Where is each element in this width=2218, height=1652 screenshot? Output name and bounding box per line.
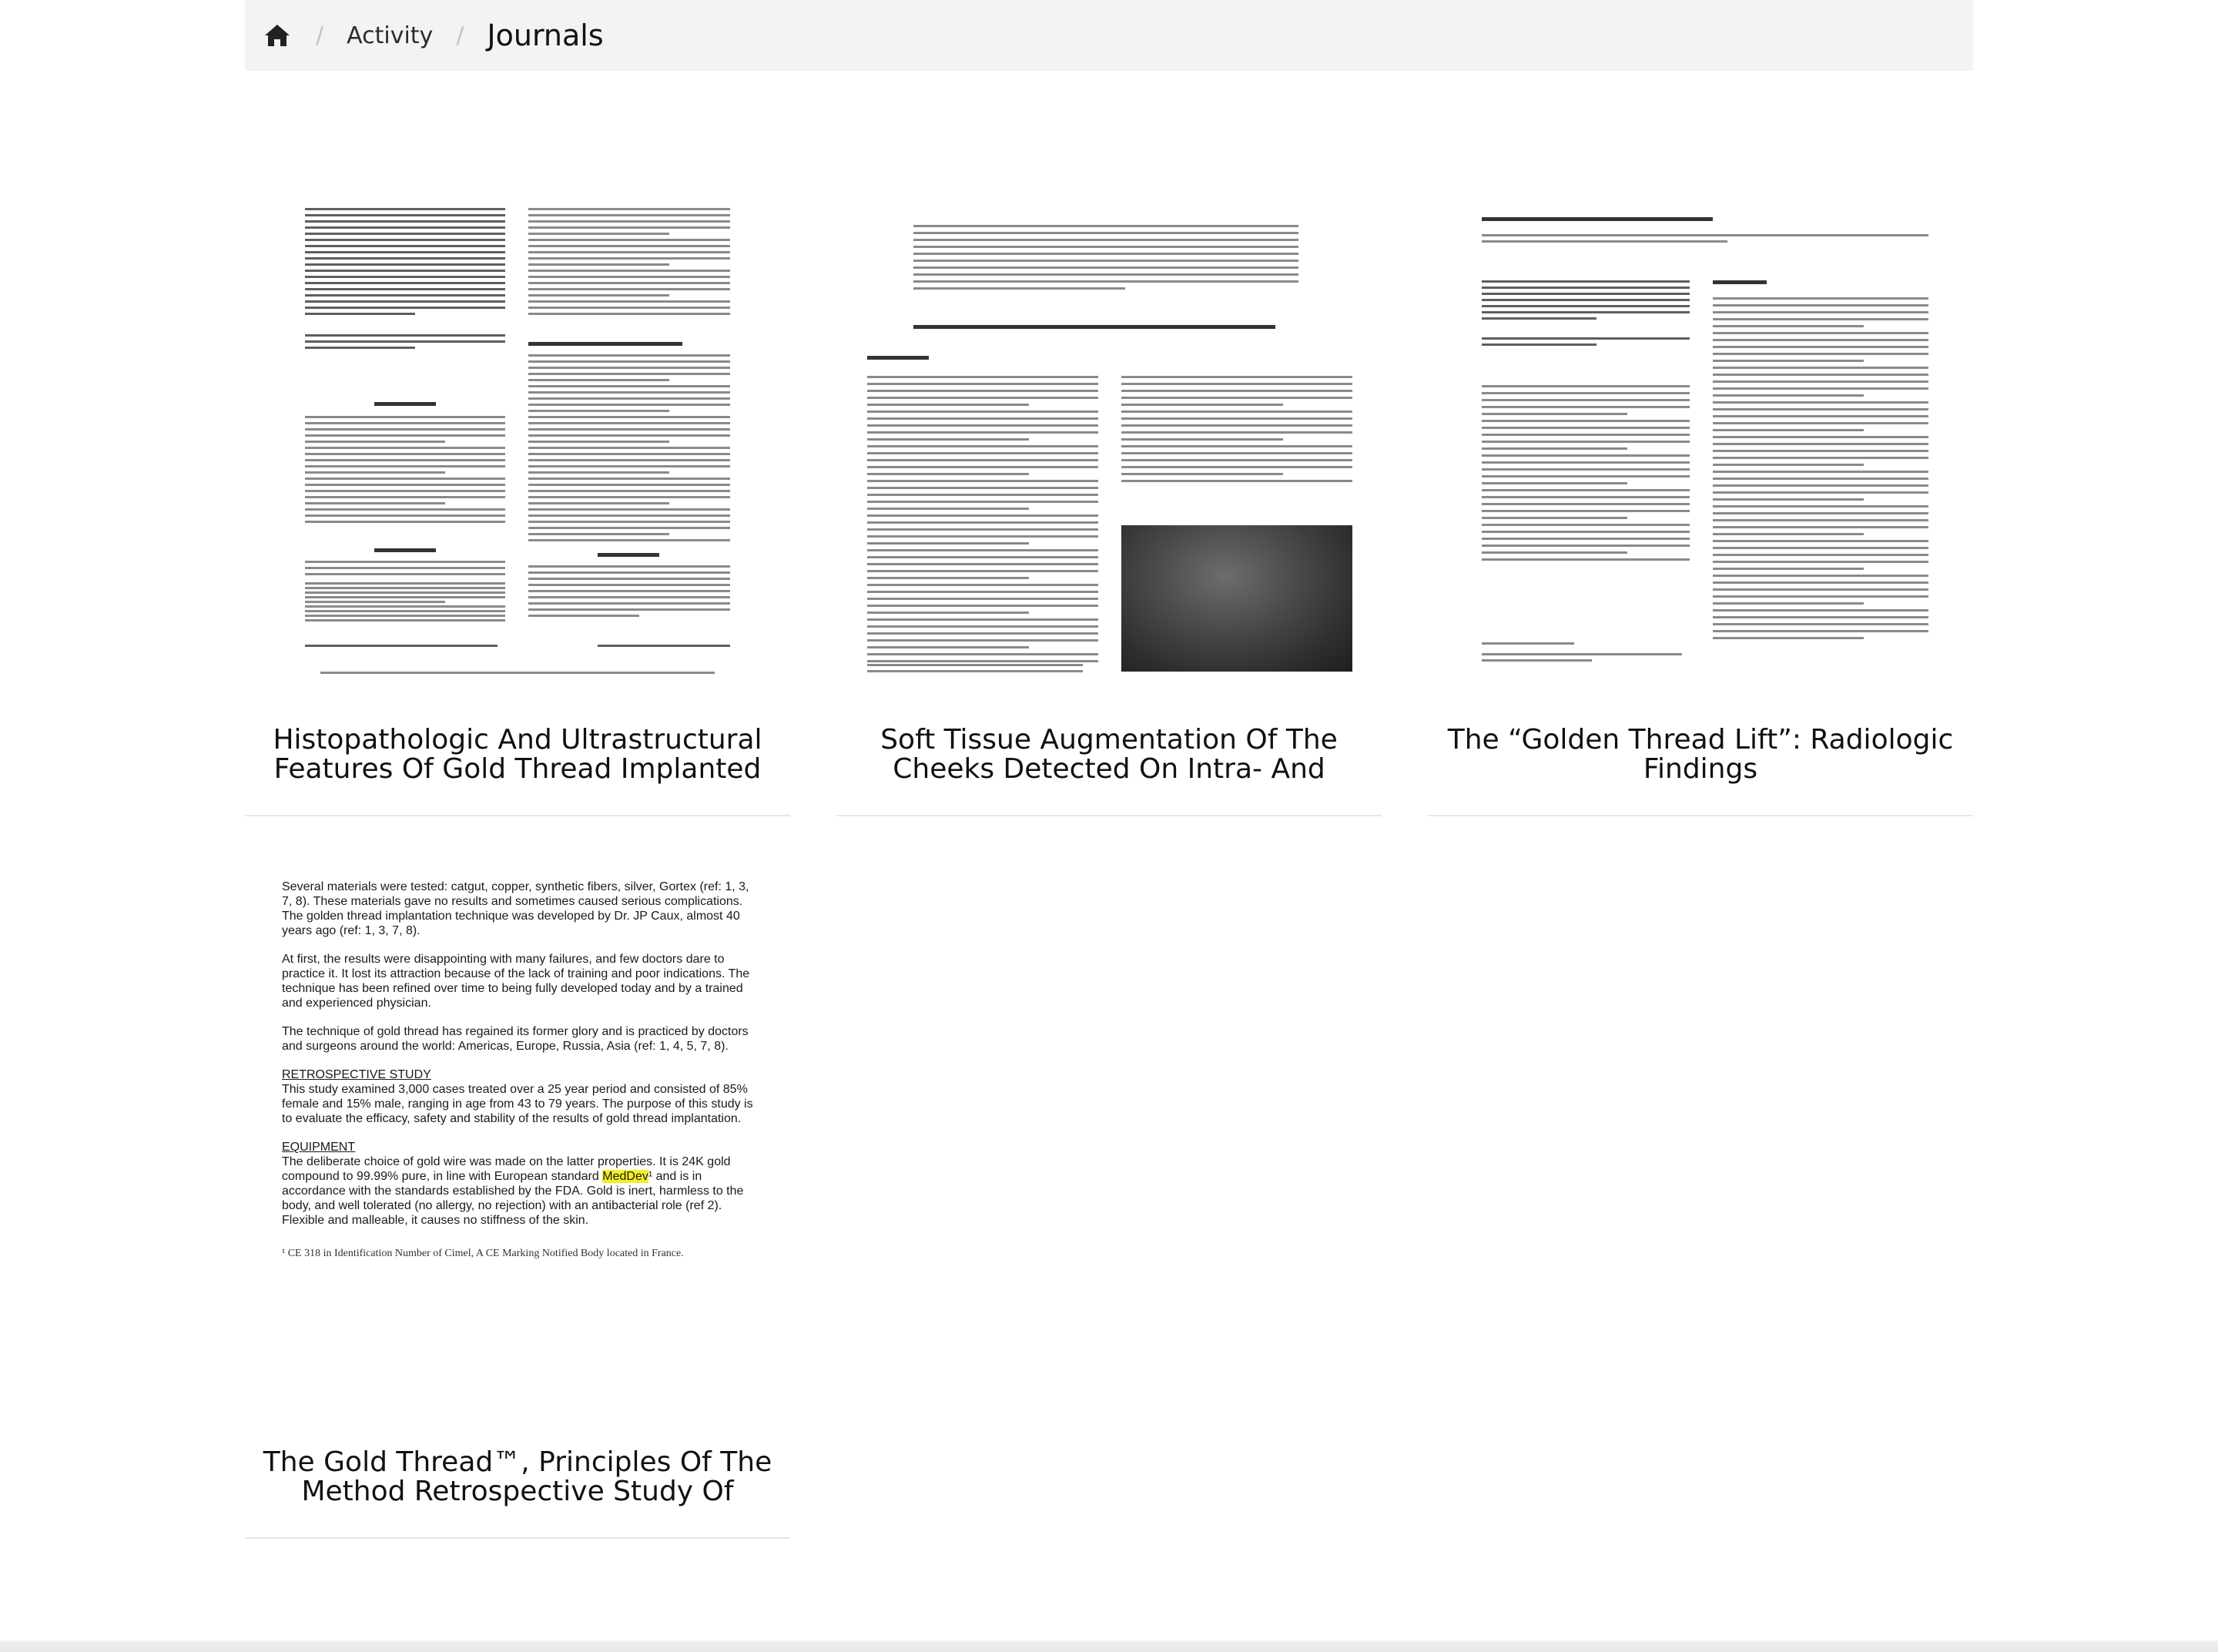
breadcrumb-activity[interactable]: Activity	[347, 22, 434, 49]
paper-text-line	[1482, 305, 1690, 307]
paper-text-line	[867, 459, 1098, 461]
paper-text-line	[913, 266, 1298, 269]
footnote-text: ¹ CE 318 in Identification Number of Cimel, A CE Marking Notified Body located in France.	[282, 1248, 684, 1259]
doc-heading: RETROSPECTIVE STUDY	[282, 1068, 431, 1081]
paper-text-line	[1482, 545, 1690, 547]
journal-title: Histopathologic And Ultrastructural Features Of Gold Thread Implanted	[273, 725, 762, 784]
journal-card[interactable]	[1428, 71, 1973, 816]
journal-card[interactable]	[836, 71, 1382, 816]
paper-photo	[1121, 525, 1352, 672]
paper-text-line	[867, 431, 1098, 434]
paper-text-line	[1713, 547, 1928, 549]
paper-page-2	[867, 202, 1352, 683]
journal-title: Soft Tissue Augmentation Of The Cheeks Detected On Intra- And	[880, 725, 1338, 784]
paper-text-line	[867, 410, 1098, 413]
breadcrumb-journals: Journals	[487, 18, 604, 52]
paper-text-line	[1482, 420, 1690, 422]
paper-text-line	[1482, 427, 1690, 429]
paper-text-line	[1482, 642, 1574, 645]
paper-text-line	[1713, 297, 1928, 300]
highlighted-text: MedDev	[602, 1170, 648, 1183]
paper-text-line	[1121, 424, 1352, 427]
doc-paragraph: This study examined 3,000 cases treated over a 25 year period and consisted of 85% female and 15% male, ranging in age from 43 to 79 years. The purpose of this study is to evaluate the efficacy, safety and stability of the results of gold thread implantation.	[282, 1083, 753, 1125]
paper-heading-line	[1482, 217, 1713, 221]
paper-text-line	[867, 452, 1098, 454]
breadcrumb-home[interactable]	[262, 20, 293, 51]
paper-text-line	[867, 514, 1098, 517]
paper-text-line	[1713, 505, 1928, 508]
paper-text-line	[867, 664, 1083, 666]
paper-text-line	[867, 528, 1098, 531]
paper-text-line	[1482, 468, 1690, 471]
paper-text-line	[867, 508, 1029, 510]
paper-text-line	[1482, 496, 1690, 498]
paper-text-line	[1713, 436, 1928, 438]
paper-text-line	[1482, 475, 1690, 478]
paper-text-line	[1713, 595, 1928, 598]
paper-text-line	[1713, 464, 1864, 466]
doc-footnote	[282, 1242, 759, 1261]
paper-text-line	[1482, 413, 1627, 415]
paper-text-line	[1482, 551, 1627, 554]
paper-text-line	[1713, 498, 1864, 501]
paper-text-line	[913, 280, 1298, 283]
paper-text-line	[1713, 332, 1928, 334]
paper-text-line	[913, 287, 1125, 290]
paper-text-line	[867, 625, 1098, 628]
paper-text-line	[867, 383, 1098, 385]
paper-text-line	[867, 556, 1098, 558]
paper-heading-line	[913, 325, 1275, 329]
paper-text-line	[913, 253, 1298, 255]
paper-text-line	[1121, 459, 1352, 461]
paper-text-line	[1713, 568, 1864, 570]
paper-heading-line	[1713, 280, 1767, 284]
paper-text-line	[1713, 346, 1928, 348]
paper-text-line	[1713, 602, 1864, 605]
paper-text-line	[1482, 510, 1690, 512]
paper-text-line	[913, 225, 1298, 227]
paper-text-line	[867, 404, 1029, 406]
paper-text-line	[867, 549, 1098, 551]
paper-text-line	[1713, 443, 1928, 445]
paper-text-line	[867, 563, 1098, 565]
paper-text-line	[1713, 540, 1928, 542]
journal-thumbnail	[836, 202, 1382, 687]
paper-text-line	[867, 570, 1098, 572]
paper-text-line	[867, 653, 1098, 655]
doc-paragraph: Several materials were tested: catgut, copper, synthetic fibers, silver, Gortex (ref: 1, 3, 7, 8). These materials gave no results and sometimes caused serious complications. The golden thread implantation technique was developed by Dr. JP Caux, almost 40 years ago (ref: 1, 3, 7, 8).	[282, 880, 749, 937]
paper-text-line	[913, 260, 1298, 262]
paper-text-line	[1121, 438, 1283, 441]
paper-text-line	[1121, 480, 1352, 482]
paper-text-line	[1713, 360, 1864, 362]
paper-text-line	[913, 273, 1298, 276]
paper-text-line	[867, 632, 1098, 635]
paper-text-line	[1121, 452, 1352, 454]
paper-text-line	[1482, 531, 1690, 533]
paper-text-line	[1713, 484, 1928, 487]
paper-text-line	[867, 612, 1029, 614]
paper-text-line	[1713, 401, 1928, 404]
paper-text-line	[867, 591, 1098, 593]
paper-text-line	[1713, 581, 1928, 584]
paper-text-line	[1482, 454, 1690, 457]
paper-text-line	[867, 618, 1098, 621]
paper-text-line	[1713, 630, 1928, 632]
paper-text-line	[1121, 390, 1352, 392]
paper-text-line	[1482, 280, 1690, 283]
paper-text-line	[1713, 318, 1928, 320]
paper-text-line	[1713, 471, 1928, 473]
paper-text-line	[1713, 512, 1928, 514]
paper-text-line	[1121, 466, 1352, 468]
paper-text-line	[867, 605, 1098, 607]
paper-text-line	[1482, 538, 1690, 540]
paper-text-line	[1713, 304, 1928, 307]
paper-text-line	[1482, 503, 1690, 505]
paper-text-line	[1713, 491, 1928, 494]
paper-text-line	[1121, 417, 1352, 420]
paper-text-line	[867, 577, 1029, 579]
paper-text-line	[1482, 287, 1690, 289]
paper-text-line	[1482, 311, 1690, 313]
paper-text-line	[1121, 376, 1352, 378]
paper-text-line	[867, 535, 1098, 538]
paper-text-line	[867, 417, 1098, 420]
paper-text-line	[1482, 461, 1690, 464]
paper-text-line	[1713, 533, 1864, 535]
paper-text-line	[1713, 394, 1864, 397]
paper-text-line	[867, 521, 1098, 524]
paper-text-line	[1713, 526, 1928, 528]
paper-text-line	[1482, 234, 1928, 236]
paper-text-line	[1121, 431, 1352, 434]
paper-text-line	[1121, 445, 1352, 447]
paper-text-line	[867, 494, 1098, 496]
paper-text-line	[867, 438, 1029, 441]
paper-text-line	[1482, 524, 1690, 526]
paper-text-line	[1713, 325, 1864, 327]
paper-text-line	[1482, 447, 1627, 450]
paper-text-line	[867, 639, 1098, 642]
paper-text-line	[1713, 367, 1928, 369]
paper-text-line	[913, 246, 1298, 248]
paper-text-line	[1713, 415, 1928, 417]
paper-text-line	[867, 466, 1098, 468]
paper-text-line	[1713, 616, 1928, 618]
paper-text-line	[1482, 558, 1690, 561]
paper-text-line	[1713, 457, 1928, 459]
paper-text-line	[867, 646, 1029, 648]
paper-text-line	[1482, 406, 1690, 408]
breadcrumb-separator: /	[456, 22, 464, 49]
paper-text-line	[867, 501, 1098, 503]
paper-text-line	[1713, 554, 1928, 556]
paper-text-line	[1482, 489, 1690, 491]
paper-text-line	[1482, 299, 1690, 301]
paper-text-line	[1482, 337, 1690, 340]
paper-text-line	[1482, 317, 1596, 320]
page-bottom-edge	[0, 1640, 2218, 1652]
paper-text-line	[1713, 387, 1928, 390]
paper-page-3	[1482, 202, 1928, 683]
paper-text-line	[1482, 392, 1690, 394]
paper-text-line	[867, 376, 1098, 378]
card-divider	[245, 1537, 790, 1539]
home-icon	[264, 23, 290, 48]
paper-text-line	[1713, 609, 1928, 612]
journal-thumbnail-document	[282, 880, 759, 1261]
paper-text-line	[867, 424, 1098, 427]
paper-text-line	[1713, 575, 1928, 577]
paper-text-line	[913, 239, 1298, 241]
paper-text-line	[1713, 450, 1928, 452]
doc-text: The deliberate choice of gold wire was made on the latter properties. It is 24K gold compound to 99.99% pure, in line with European standard	[282, 1155, 731, 1183]
paper-text-line	[1713, 380, 1928, 383]
journal-thumbnail	[1428, 202, 1973, 687]
paper-heading-line	[867, 356, 929, 360]
paper-text-line	[1482, 441, 1690, 443]
paper-text-line	[1482, 293, 1690, 295]
paper-text-line	[1713, 637, 1864, 639]
paper-text-line	[867, 487, 1098, 489]
breadcrumb	[245, 0, 1973, 71]
paper-text-line	[867, 598, 1098, 600]
journal-card[interactable]	[245, 71, 790, 1539]
paper-text-line	[1713, 311, 1928, 313]
paper-text-line	[1482, 399, 1690, 401]
paper-text-line	[1482, 385, 1690, 387]
doc-paragraph: The technique of gold thread has regained its former glory and is practiced by doctors and surgeons around the world: Americas, Europe, Russia, Asia (ref: 1, 4, 5, 7, 8).	[282, 1025, 749, 1053]
paper-text-line	[1482, 659, 1592, 662]
breadcrumb-separator: /	[316, 22, 324, 49]
paper-text-line	[867, 445, 1098, 447]
paper-text-line	[1713, 339, 1928, 341]
doc-text: ¹ and is in accordance with the standards established by the FDA. Gold is inert, harmless to the body, and well tolerated (no allergy, no rejection) with an antibacterial role (ref 2). Flexible and malleable, it causes no stiffness of the skin.	[282, 1170, 744, 1227]
paper-text-line	[1121, 404, 1283, 406]
paper-text-line	[1121, 410, 1352, 413]
paper-text-line	[867, 397, 1098, 399]
paper-text-line	[913, 232, 1298, 234]
paper-text-line	[1713, 408, 1928, 410]
paper-text-line	[867, 584, 1098, 586]
paper-text-line	[867, 473, 1029, 475]
paper-text-line	[1482, 517, 1627, 519]
paper-text-line	[867, 660, 1098, 662]
paper-text-line	[1713, 519, 1928, 521]
paper-text-line	[1482, 653, 1682, 655]
paper-text-line	[1482, 343, 1596, 346]
paper-text-line	[1713, 374, 1928, 376]
doc-heading: EQUIPMENT	[282, 1141, 356, 1154]
paper-text-line	[1713, 623, 1928, 625]
journal-title: The Gold Thread™, Principles Of The Method Retrospective Study Of	[263, 1448, 772, 1506]
paper-text-line	[1713, 588, 1928, 591]
journal-title: The “Golden Thread Lift”: Radiologic Findings	[1447, 725, 1954, 784]
paper-text-line	[1713, 422, 1928, 424]
paper-text-line	[1713, 429, 1864, 431]
paper-text-line	[1482, 482, 1627, 484]
paper-text-line	[867, 390, 1098, 392]
paper-text-line	[867, 670, 1083, 672]
paper-text-line	[1713, 561, 1928, 563]
doc-paragraph	[282, 1154, 759, 1228]
paper-text-line	[867, 480, 1098, 482]
paper-text-line	[1121, 473, 1283, 475]
doc-paragraph: At first, the results were disappointing with many failures, and few doctors dare to practice it. It lost its attraction because of the lack of training and poor indications. The technique has been refined over time to being fully developed today and by a trained and experienced physician.	[282, 953, 750, 1010]
paper-text-line	[1121, 397, 1352, 399]
paper-text-line	[1713, 478, 1928, 480]
paper-text-line	[1482, 434, 1690, 436]
paper-text-line	[1482, 240, 1727, 243]
paper-text-line	[1713, 353, 1928, 355]
paper-text-line	[867, 542, 1029, 545]
paper-text-line	[1121, 383, 1352, 385]
